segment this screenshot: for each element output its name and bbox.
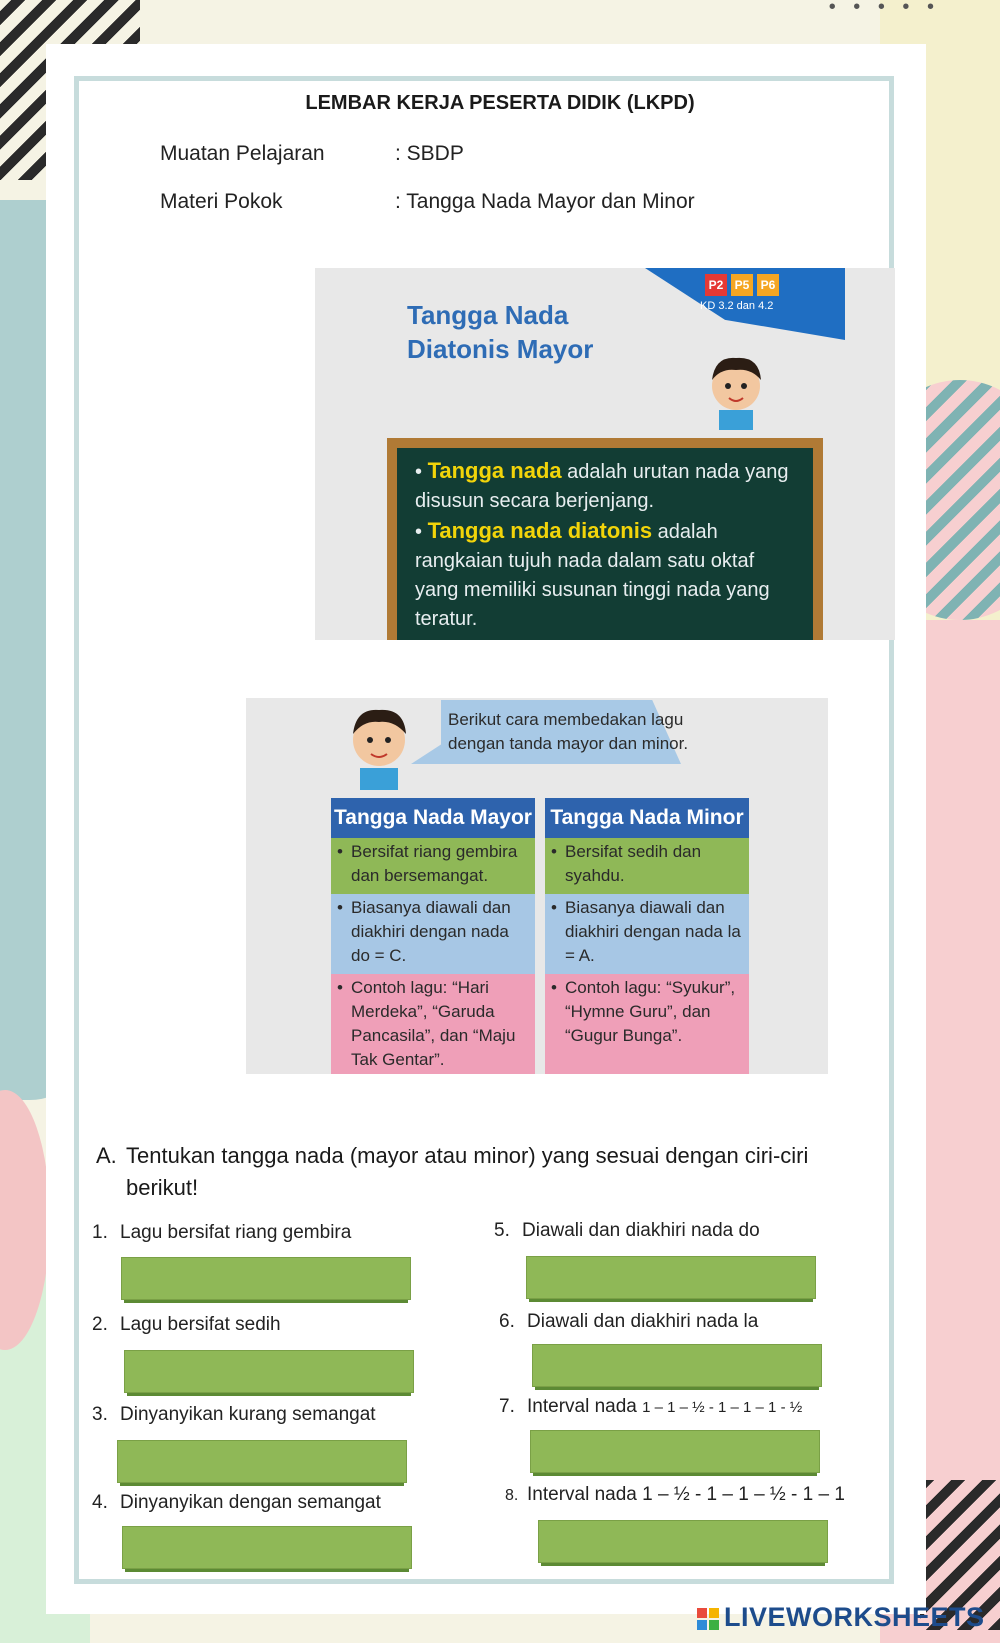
- liveworksheets-logo-icon: [697, 1608, 719, 1630]
- minor-row-note: • Biasanya diawali dan diakhiri dengan nada la = A.: [545, 894, 749, 974]
- diatonic-major-image: [315, 268, 895, 640]
- background-dots: • • • • •: [828, 0, 940, 18]
- topic-row: [160, 190, 695, 214]
- subject-row: [160, 142, 464, 166]
- question-3: 3. Dinyanyikan kurang semangat: [92, 1404, 376, 1425]
- chalkboard: [397, 448, 813, 640]
- board-bullet-1: • Tangga nada adalah urutan nada yang disusun secara berjenjang.: [415, 458, 789, 512]
- answer-field-8[interactable]: [538, 1520, 828, 1563]
- minor-column: [545, 798, 749, 1074]
- major-header: Tangga Nada Mayor: [331, 798, 535, 838]
- topic-value: : Tangga Nada Mayor dan Minor: [395, 190, 695, 213]
- major-row-mood: • Bersifat riang gembira dan bersemangat.: [331, 838, 535, 894]
- topic-label: Materi Pokok: [160, 190, 283, 213]
- question-4: 4. Dinyanyikan dengan semangat: [92, 1492, 381, 1513]
- major-column: [331, 798, 535, 1074]
- kd-label: KD 3.2 dan 4.2: [700, 300, 774, 312]
- student-illustration-2: [346, 700, 412, 790]
- major-row-examples: • Contoh lagu: “Hari Merdeka”, “Garuda Pancasila”, dan “Maju Tak Gentar”.: [331, 974, 535, 1074]
- question-6: 6. Diawali dan diakhiri nada la: [499, 1311, 759, 1332]
- subject-value: : SBDP: [395, 142, 464, 165]
- board-bullet-2: • Tangga nada diatonis adalah rangkaian tujuh nada dalam satu oktaf yang memiliki susunan tinggi nada yang teratur.: [415, 518, 770, 630]
- image-heading: Tangga Nada Diatonis Mayor: [407, 300, 594, 364]
- answer-field-1[interactable]: [121, 1257, 411, 1300]
- minor-row-mood: • Bersifat sedih dan syahdu.: [545, 838, 749, 894]
- answer-field-3[interactable]: [117, 1440, 407, 1483]
- major-minor-comparison-image: [246, 698, 828, 1074]
- liveworksheets-brand[interactable]: LIVEWORKSHEETS: [724, 1602, 985, 1632]
- minor-row-examples: • Contoh lagu: “Syukur”, “Hymne Guru”, dan “Gugur Bunga”.: [545, 974, 749, 1074]
- answer-field-5[interactable]: [526, 1256, 816, 1299]
- question-5: 5. Diawali dan diakhiri nada do: [494, 1220, 760, 1241]
- minor-header: Tangga Nada Minor: [545, 798, 749, 838]
- section-a-label: A.: [96, 1143, 117, 1168]
- answer-field-6[interactable]: [532, 1344, 822, 1387]
- answer-field-4[interactable]: [122, 1526, 412, 1569]
- student-illustration: [705, 350, 767, 430]
- badge-p2: P2: [705, 274, 727, 296]
- badge-p5: P5: [731, 274, 753, 296]
- speech-bubble-text: Berikut cara membedakan lagu dengan tanda mayor dan minor.: [448, 710, 689, 753]
- badge-p6: P6: [757, 274, 779, 296]
- question-2: 2. Lagu bersifat sedih: [92, 1314, 281, 1335]
- major-row-note: • Biasanya diawali dan diakhiri dengan nada do = C.: [331, 894, 535, 974]
- question-1: 1. Lagu bersifat riang gembira: [92, 1222, 352, 1243]
- question-8: 8. Interval nada 1 – ½ - 1 – 1 – ½ - 1 – 1: [505, 1484, 845, 1505]
- answer-field-7[interactable]: [530, 1430, 820, 1473]
- worksheet-title: LEMBAR KERJA PESERTA DIDIK (LKPD): [305, 92, 695, 114]
- subject-label: Muatan Pelajaran: [160, 142, 325, 165]
- answer-field-2[interactable]: [124, 1350, 414, 1393]
- question-7: 7. Interval nada 1 – 1 – ½ - 1 – 1 – 1 - ½: [499, 1396, 803, 1417]
